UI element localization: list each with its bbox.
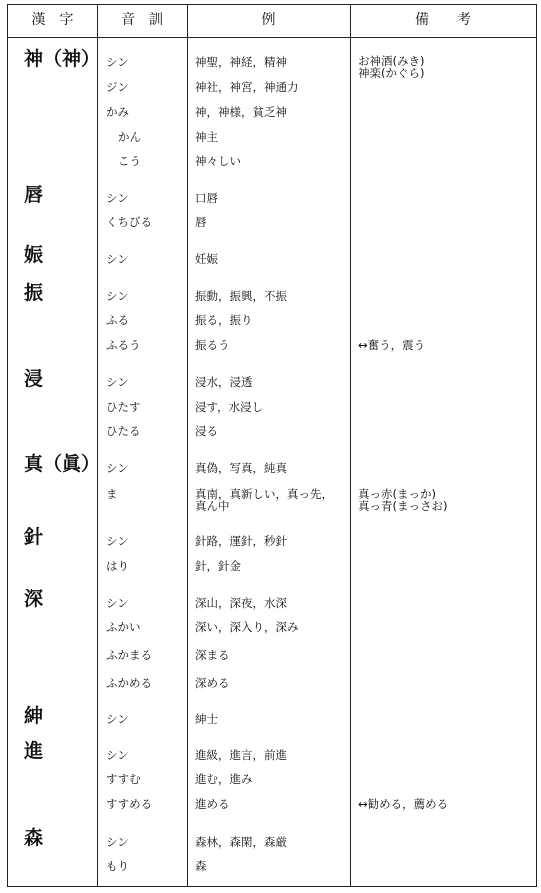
reading-cell: シン	[106, 712, 129, 726]
kanji-cell: 深	[24, 588, 44, 610]
reading-cell: シン	[106, 748, 129, 762]
reading-cell: もり	[106, 859, 129, 873]
column-divider-3	[350, 5, 351, 886]
example-cell: 浸す，水浸し	[195, 400, 264, 414]
example-cell: 針路，運針，秒針	[195, 534, 287, 548]
reading-cell: シン	[106, 375, 129, 389]
note-cell: 真っ青(まっさお)	[358, 499, 448, 513]
example-cell: 神，神様，貧乏神	[195, 105, 287, 119]
note-cell: ↔勧める，薦める	[358, 797, 449, 811]
reading-cell: ジン	[106, 80, 129, 94]
example-cell: 森林，森閑，森厳	[195, 835, 287, 849]
reading-cell: ふかめる	[106, 676, 152, 690]
reading-cell: かん	[118, 130, 141, 144]
note-cell: 神楽(かぐら)	[358, 66, 425, 80]
example-cell: 振るう	[195, 338, 230, 352]
column-divider-2	[187, 5, 188, 886]
example-cell: 真南，真新しい，真っ先，	[195, 487, 333, 501]
reading-cell: すすむ	[106, 772, 141, 786]
reading-cell: シン	[106, 191, 129, 205]
reading-cell: シン	[106, 596, 129, 610]
example-cell: 森	[195, 859, 207, 873]
kanji-cell: 神（神）	[24, 48, 101, 70]
kanji-cell: 娠	[24, 244, 44, 266]
kanji-cell: 進	[24, 740, 44, 762]
reading-cell: シン	[106, 252, 129, 266]
example-cell: 浸水，浸透	[195, 375, 253, 389]
example-cell: 紳士	[195, 712, 218, 726]
example-cell: 神聖，神経，精神	[195, 55, 287, 69]
header-kanji: 漢 字	[31, 12, 74, 28]
reading-cell: シン	[106, 461, 129, 475]
reading-cell: かみ	[106, 105, 129, 119]
note-cell: ↔奮う，震う	[358, 338, 426, 352]
header-divider	[8, 37, 536, 38]
example-cell: 深い，深入り，深み	[195, 620, 299, 634]
header-example: 例	[261, 12, 276, 28]
example-cell: 神社，神宮，神通力	[195, 80, 299, 94]
kanji-cell: 真（眞）	[24, 453, 101, 475]
example-cell: 進める	[195, 797, 230, 811]
example-cell: 進む，進み	[195, 772, 253, 786]
reading-cell: こう	[118, 154, 141, 168]
example-cell: 深山，深夜，水深	[195, 596, 287, 610]
reading-cell: シン	[106, 55, 129, 69]
example-cell: 深まる	[195, 648, 230, 662]
reading-cell: ふかい	[106, 620, 141, 634]
reading-cell: はり	[106, 559, 129, 573]
example-cell: 妊娠	[195, 252, 218, 266]
example-cell: 神々しい	[195, 154, 241, 168]
reading-cell: ふかまる	[106, 648, 152, 662]
reading-cell: シン	[106, 835, 129, 849]
reading-cell: ふる	[106, 313, 129, 327]
column-divider-1	[97, 5, 98, 886]
header-note: 備 考	[415, 12, 471, 28]
header-reading: 音 訓	[121, 12, 163, 28]
example-cell: 口唇	[195, 191, 218, 205]
example-cell: 浸る	[195, 424, 218, 438]
example-cell: 振る，振り	[195, 313, 253, 327]
reading-cell: シン	[106, 289, 129, 303]
reading-cell: ま	[106, 487, 118, 501]
reading-cell: ふるう	[106, 338, 141, 352]
example-cell: 進級，進言，前進	[195, 748, 287, 762]
kanji-cell: 紳	[24, 705, 44, 727]
kanji-cell: 振	[24, 282, 44, 304]
example-cell: 針，針金	[195, 559, 241, 573]
example-cell: 真偽，写真，純真	[195, 461, 287, 475]
example-cell: 唇	[195, 215, 207, 229]
reading-cell: くちびる	[106, 215, 152, 229]
kanji-reading-table	[7, 4, 537, 887]
kanji-cell: 針	[24, 526, 44, 548]
note-cell: 真っ赤(まっか)	[358, 487, 436, 501]
reading-cell: シン	[106, 534, 129, 548]
kanji-cell: 浸	[24, 368, 44, 390]
kanji-cell: 森	[24, 827, 44, 849]
example-cell: 振動，振興，不振	[195, 289, 287, 303]
example-cell: 神主	[195, 130, 218, 144]
kanji-cell: 唇	[24, 184, 44, 206]
reading-cell: ひたす	[106, 400, 141, 414]
example-cell: 真ん中	[195, 499, 230, 513]
note-cell: お神酒(みき)	[358, 54, 425, 68]
example-cell: 深める	[195, 676, 230, 690]
reading-cell: ひたる	[106, 424, 141, 438]
reading-cell: すすめる	[106, 797, 153, 811]
